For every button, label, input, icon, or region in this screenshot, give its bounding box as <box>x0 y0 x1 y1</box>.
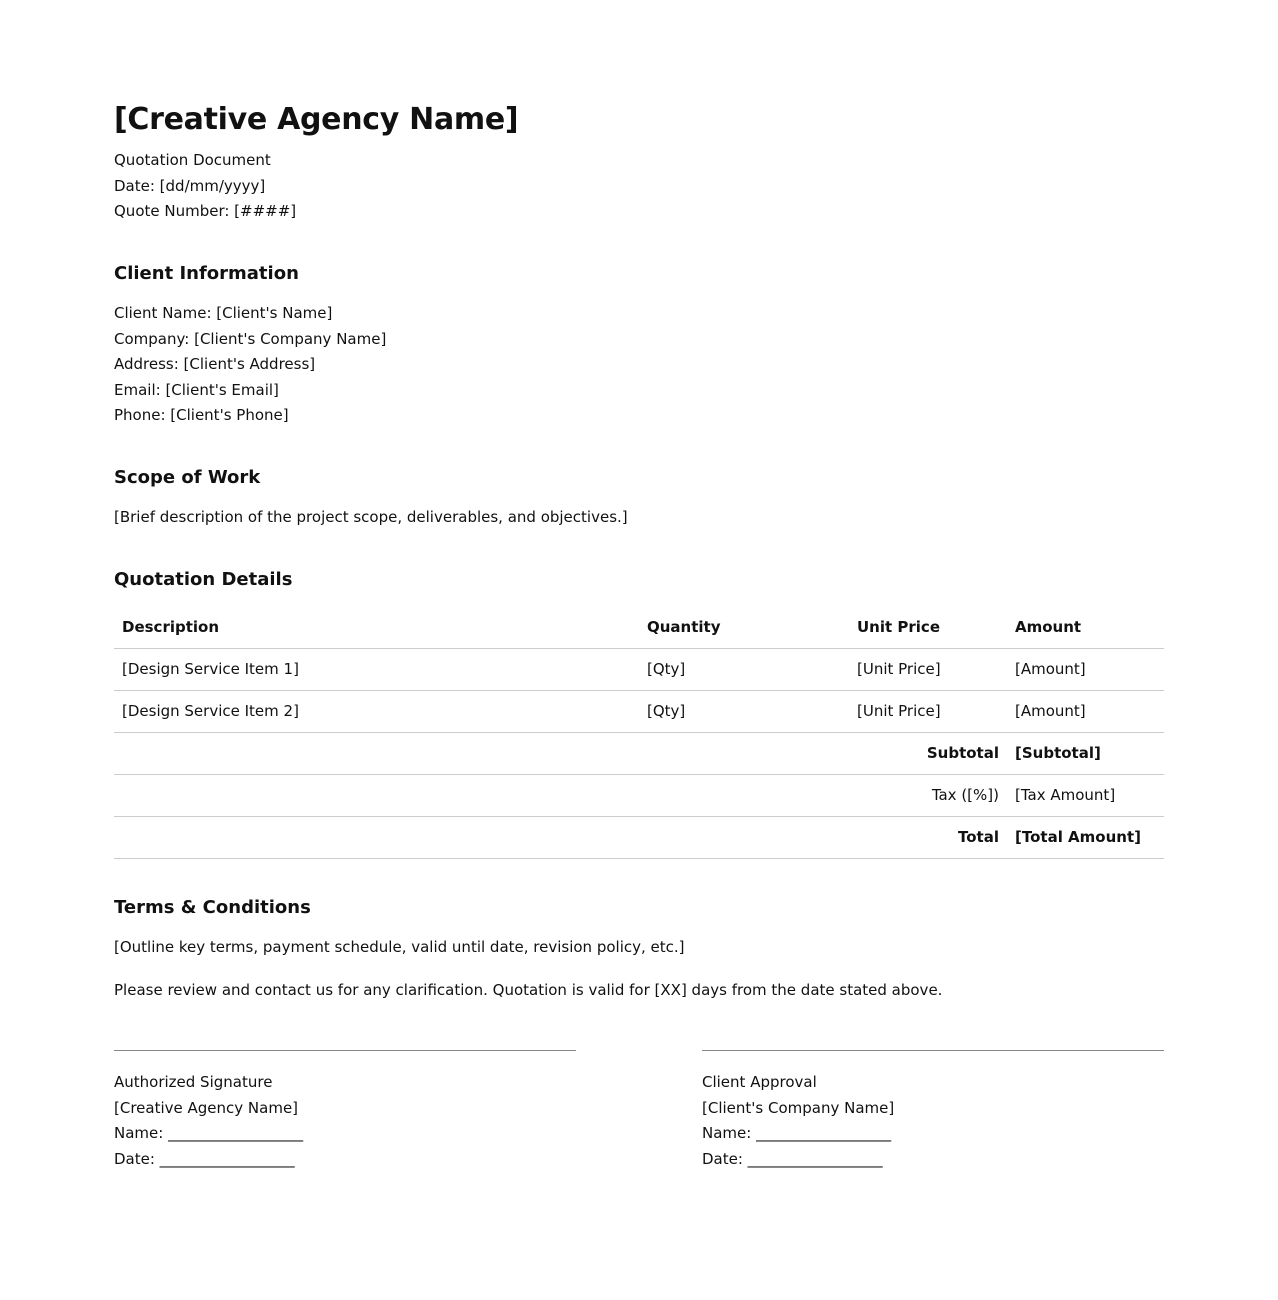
doc-type: Quotation Document <box>114 151 271 169</box>
tax-value: [Tax Amount] <box>1007 774 1164 816</box>
client-name: Client Name: [Client's Name] <box>114 304 333 322</box>
client-approval-block <box>702 1050 1164 1172</box>
client-address: Address: [Client's Address] <box>114 355 316 373</box>
cell-amount: [Amount] <box>1007 648 1164 690</box>
terms-heading: Terms & Conditions <box>114 897 311 918</box>
cell-quantity: [Qty] <box>639 690 849 732</box>
tax-row <box>114 774 1164 816</box>
client-approval-title: Client Approval <box>702 1073 817 1091</box>
column-header-amount: Amount <box>1007 606 1164 648</box>
total-value: [Total Amount] <box>1007 816 1164 858</box>
cell-quantity: [Qty] <box>639 648 849 690</box>
cell-unit-price: [Unit Price] <box>849 690 1007 732</box>
table-row <box>114 690 1164 732</box>
column-header-description: Description <box>114 606 639 648</box>
signature-line <box>114 1050 576 1051</box>
signature-line <box>702 1050 1164 1051</box>
subtotal-row <box>114 732 1164 774</box>
client-company: Company: [Client's Company Name] <box>114 330 387 348</box>
table-row <box>114 648 1164 690</box>
subtotal-value: [Subtotal] <box>1007 732 1164 774</box>
client-phone: Phone: [Client's Phone] <box>114 406 289 424</box>
scope-text: [Brief description of the project scope, deliverables, and objectives.] <box>114 508 628 526</box>
agency-signature-org: [Creative Agency Name] <box>114 1098 299 1117</box>
validity-note: Please review and contact us for any clarification. Quotation is valid for [XX] days from the date stated above. <box>114 981 943 999</box>
client-approval-org: [Client's Company Name] <box>702 1098 895 1117</box>
cell-description: [Design Service Item 1] <box>114 648 639 690</box>
agency-name-title: [Creative Agency Name] <box>114 102 519 137</box>
column-header-quantity: Quantity <box>639 606 849 648</box>
tax-label: Tax ([%]) <box>114 774 1007 816</box>
agency-signature-date-field: Date: __________________ <box>114 1149 295 1168</box>
agency-signature-name-field: Name: __________________ <box>114 1124 304 1142</box>
total-label: Total <box>114 816 1007 858</box>
quote-number: Quote Number: [####] <box>114 202 297 220</box>
table-header-row <box>114 606 1164 648</box>
column-header-unit-price: Unit Price <box>849 606 1007 648</box>
client-approval-date-field: Date: __________________ <box>702 1149 883 1168</box>
terms-text: [Outline key terms, payment schedule, valid until date, revision policy, etc.] <box>114 938 685 956</box>
total-row <box>114 816 1164 858</box>
quote-date: Date: [dd/mm/yyyy] <box>114 177 266 195</box>
client-info-heading: Client Information <box>114 263 299 284</box>
quotation-heading: Quotation Details <box>114 569 293 590</box>
subtotal-label: Subtotal <box>114 732 1007 774</box>
cell-description: [Design Service Item 2] <box>114 690 639 732</box>
quotation-table <box>114 606 1164 859</box>
cell-unit-price: [Unit Price] <box>849 648 1007 690</box>
client-approval-name-field: Name: __________________ <box>702 1124 892 1142</box>
scope-heading: Scope of Work <box>114 467 261 488</box>
agency-signature-block <box>114 1050 576 1172</box>
cell-amount: [Amount] <box>1007 690 1164 732</box>
agency-signature-title: Authorized Signature <box>114 1073 273 1091</box>
client-email: Email: [Client's Email] <box>114 381 279 399</box>
